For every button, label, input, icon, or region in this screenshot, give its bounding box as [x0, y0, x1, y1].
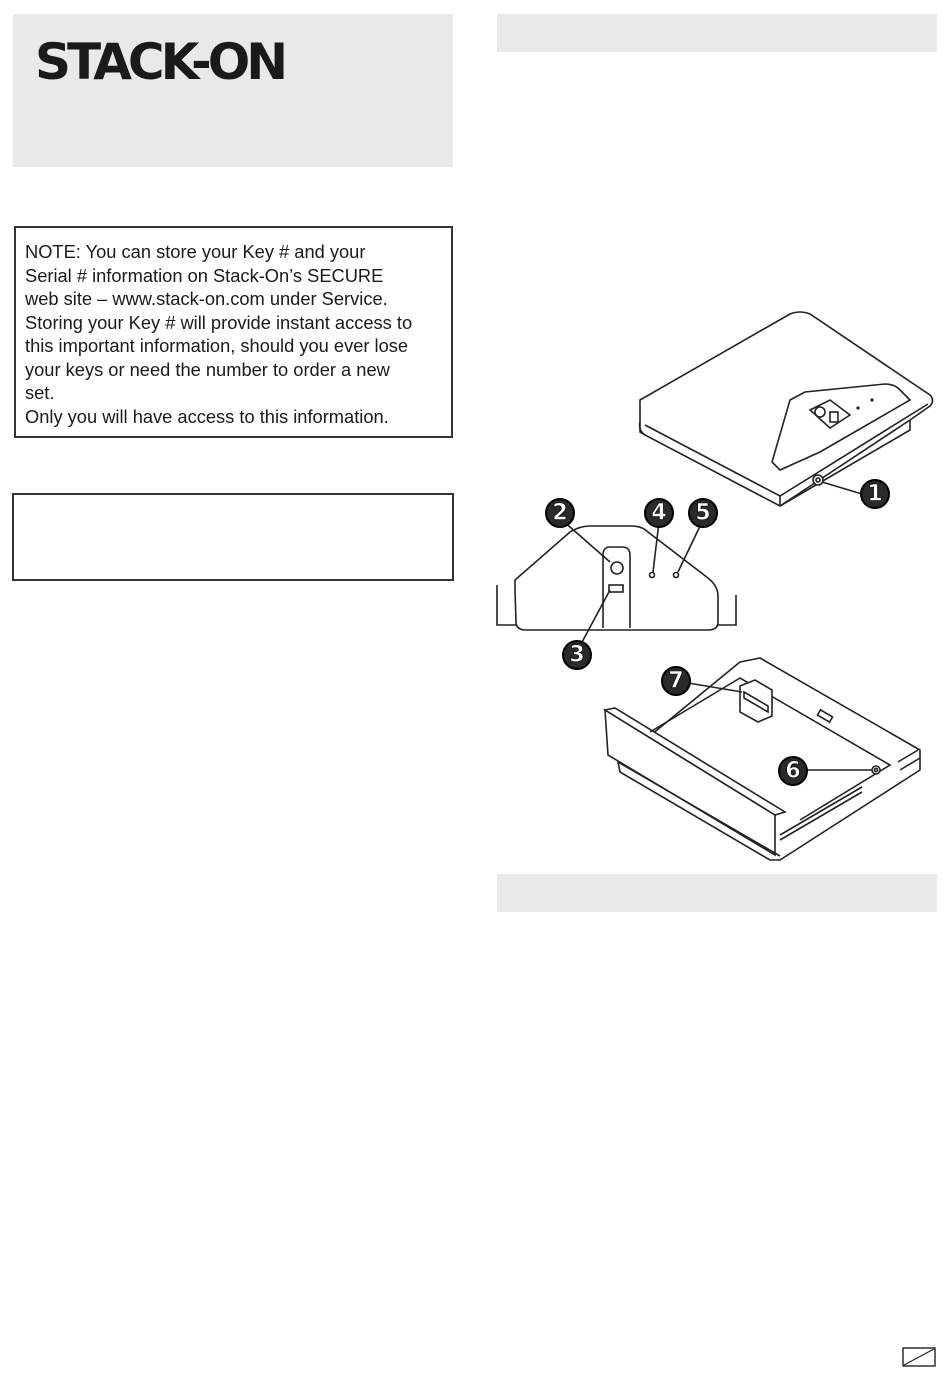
note-line: Serial # information on Stack-On’s SECURE	[25, 264, 384, 286]
note-box	[14, 226, 453, 438]
note-line: web site – www.stack-on.com under Service.	[25, 288, 388, 309]
svg-text:7: 7	[668, 668, 684, 694]
note-line: Only you will have access to this information.	[25, 405, 389, 427]
note-line: Storing your Key # will provide instant access to	[25, 311, 413, 333]
callout-2	[546, 499, 574, 527]
page-corner-mark	[902, 1347, 936, 1367]
closed-safe-illustration	[640, 312, 933, 506]
stack-on-logo	[33, 24, 303, 89]
svg-text:1: 1	[867, 481, 883, 507]
logo-panel	[13, 14, 453, 167]
product-diagram	[490, 300, 940, 870]
svg-text:6: 6	[785, 758, 801, 784]
empty-info-box	[12, 493, 454, 581]
callout-1	[861, 480, 889, 508]
svg-text:3: 3	[569, 642, 585, 668]
callout-7	[662, 667, 690, 695]
open-drawer-illustration	[605, 658, 920, 860]
svg-text:4: 4	[651, 500, 667, 526]
svg-text:5: 5	[695, 500, 711, 526]
section-header-bar	[497, 874, 937, 912]
callout-5	[689, 499, 717, 527]
front-panel-detail	[497, 526, 736, 630]
note-line: NOTE: You can store your Key # and your	[25, 241, 366, 262]
logo-text: STACK-ON	[35, 33, 285, 89]
note-line: set.	[25, 382, 55, 403]
callout-4	[645, 499, 673, 527]
note-line: this important information, should you ever lose	[25, 335, 409, 356]
note-line: your keys or need the number to order a new	[25, 358, 390, 380]
svg-text:2: 2	[552, 500, 568, 526]
callout-3	[563, 641, 591, 669]
section-header-bar	[497, 14, 937, 52]
callout-6	[779, 757, 807, 785]
